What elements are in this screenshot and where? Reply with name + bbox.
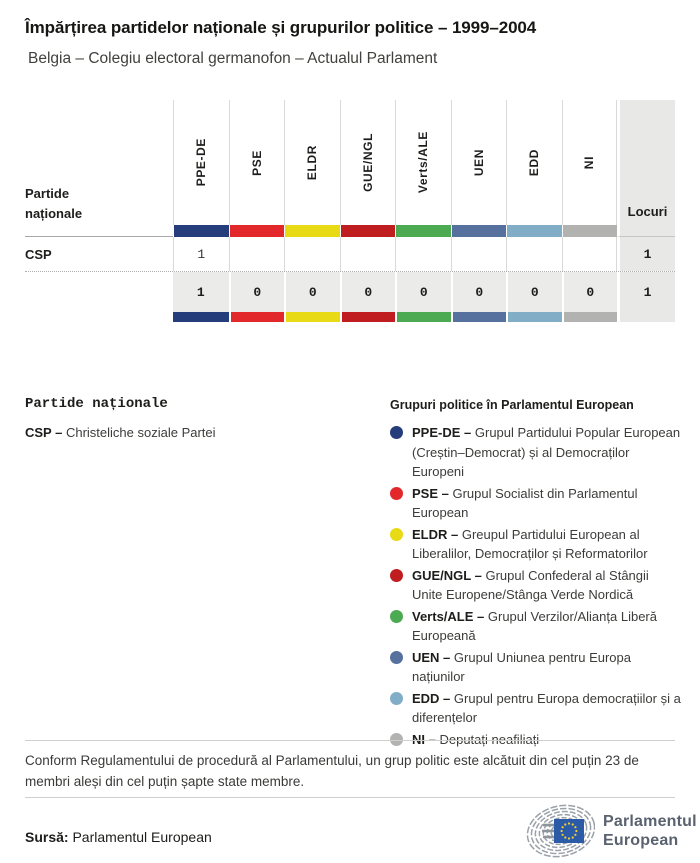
legend-group-item-eldr: ELDR – Greupul Partidului European al Liberalilor, Democraților și Reformatorilor [390, 525, 682, 564]
footnote: Conform Regulamentului de procedură al Parlamentului, un grup politic este alcătuit din cel puțin 23 de membri aleși din cel puțin șapte state membre. [25, 753, 639, 789]
cell-csp-seats: 1 [617, 237, 675, 271]
group-color-dot [390, 692, 403, 705]
group-color-dot [390, 610, 403, 623]
legend-parties-title: Partide naționale [25, 396, 168, 412]
column-header-seats: Locuri [617, 100, 675, 225]
color-bar-ppe-de [173, 312, 229, 322]
page-title: Împărțirea partidelor naționale și grupurilor politice – 1999–2004 [25, 18, 537, 37]
column-header-ni: NI [562, 100, 618, 225]
legend-group-item-pse: PSE – Grupul Socialist din Parlamentul European [390, 484, 682, 523]
column-header-eldr: ELDR [284, 100, 340, 225]
total-gue-ngl: 0 [340, 272, 396, 312]
column-header-edd: EDD [506, 100, 562, 225]
color-bar-ni [562, 225, 618, 237]
legend-group-item-verts-ale: Verts/ALE – Grupul Verzilor/Alianța Liberă Europeană [390, 607, 682, 646]
table-totals-row [25, 272, 675, 312]
color-bar-edd [506, 312, 562, 322]
color-bar-pse [229, 225, 285, 237]
bottom-bar-spacer [25, 312, 173, 322]
legend-political-groups [390, 398, 682, 751]
column-header-verts-ale: Verts/ALE [395, 100, 451, 225]
color-bar-uen [451, 312, 507, 322]
cell-csp-ni [562, 237, 618, 271]
cell-csp-verts-ale [395, 237, 451, 271]
total-eldr: 0 [284, 272, 340, 312]
color-bar-eldr [284, 312, 340, 322]
seats-table [25, 100, 675, 322]
table-header-row [25, 100, 675, 225]
hemicycle-icon [517, 802, 595, 860]
color-bar-verts-ale [395, 312, 451, 322]
seats-column-spacer [617, 312, 675, 322]
logo-wordmark: Parlamentul European [603, 813, 697, 849]
total-ni: 0 [562, 272, 618, 312]
source-line [25, 829, 212, 845]
party-name: CSP [25, 246, 52, 262]
row-header-cell [25, 100, 173, 225]
column-header-ppe-de: PPE-DE [173, 100, 229, 225]
total-pse: 0 [229, 272, 285, 312]
legend-group-item-uen: UEN – Grupul Uniunea pentru Europa națiunilor [390, 648, 682, 687]
source-text: Parlamentul European [72, 829, 212, 845]
european-parliament-logo [517, 802, 697, 860]
total-edd: 0 [506, 272, 562, 312]
seats-column-spacer [617, 225, 675, 237]
legend-group-item-edd: EDD – Grupul pentru Europa democrațiilor și a diferențelor [390, 689, 682, 728]
total-seats: 1 [617, 272, 675, 312]
cell-csp-pse [229, 237, 285, 271]
color-bar-ni [562, 312, 618, 322]
page-subtitle: Belgia – Colegiu electoral germanofon – Actualul Parlament [28, 50, 438, 67]
column-header-pse: PSE [229, 100, 285, 225]
color-bar-ppe-de [173, 225, 229, 237]
group-color-dot [390, 487, 403, 500]
color-bar-gue-ngl [340, 312, 396, 322]
group-color-dot [390, 651, 403, 664]
total-ppe-de: 1 [173, 272, 229, 312]
group-color-bar-top [25, 225, 675, 237]
group-color-dot [390, 426, 403, 439]
table-row [25, 237, 675, 272]
group-color-dot [390, 733, 403, 746]
column-header-gue-ngl: GUE/NGL [340, 100, 396, 225]
group-color-dot [390, 528, 403, 541]
row-header-label: Partide naționale [25, 186, 83, 221]
cell-csp-uen [451, 237, 507, 271]
color-bar-eldr [284, 225, 340, 237]
divider [25, 740, 675, 741]
color-bar-uen [451, 225, 507, 237]
legend-groups-title: Grupuri politice în Parlamentul European [390, 398, 634, 412]
cell-csp-ppe-de: 1 [173, 237, 229, 271]
cell-csp-eldr [284, 237, 340, 271]
color-bar-verts-ale [395, 225, 451, 237]
legend-group-item-ni: NI – Deputați neafiliați [390, 730, 682, 750]
cell-csp-gue-ngl [340, 237, 396, 271]
source-label: Sursă: [25, 829, 69, 845]
group-color-dot [390, 569, 403, 582]
totals-row-spacer [25, 272, 173, 312]
total-verts-ale: 0 [395, 272, 451, 312]
legend-group-item-gue-ngl: GUE/NGL – Grupul Confederal al Stângii Unite Europene/Stânga Verde Nordică [390, 566, 682, 605]
legend-group-item-ppe-de: PPE-DE – Grupul Partidului Popular European (Creștin–Democrat) și al Democraților Europeni [390, 423, 682, 482]
divider [25, 797, 675, 798]
color-bar-gue-ngl [340, 225, 396, 237]
total-uen: 0 [451, 272, 507, 312]
column-header-uen: UEN [451, 100, 507, 225]
group-color-bar-bottom [25, 312, 675, 322]
cell-csp-edd [506, 237, 562, 271]
color-bar-edd [506, 225, 562, 237]
color-bar-pse [229, 312, 285, 322]
legend-party-item: CSP – Christeliche soziale Partei [25, 425, 216, 440]
legend-national-parties [25, 396, 365, 440]
row-header-underline [25, 225, 173, 237]
